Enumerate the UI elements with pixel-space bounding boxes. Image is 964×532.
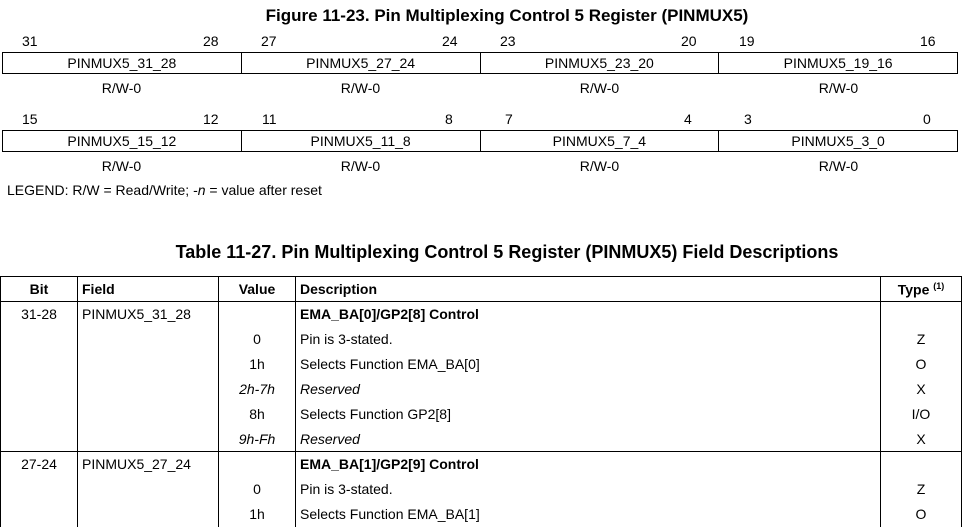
cell-type: Z (881, 477, 962, 502)
cell-description: Reserved (296, 427, 881, 452)
bit-label: 31 (22, 33, 38, 49)
table-header-row (1, 277, 962, 302)
cell-description: EMA_BA[0]/GP2[8] Control (296, 302, 881, 327)
cell-bit (1, 352, 78, 377)
legend-n: n (197, 182, 206, 198)
cell-value (219, 452, 296, 477)
cell-description: Selects Function EMA_BA[0] (296, 352, 881, 377)
register-field: PINMUX5_3_0 (791, 133, 885, 149)
cell-description: Selects Function EMA_BA[1] (296, 502, 881, 527)
cell-bit: 31-28 (1, 302, 78, 327)
register-field: PINMUX5_19_16 (783, 55, 893, 71)
cell-field (78, 402, 219, 427)
access-row-1 (2, 80, 958, 96)
register-field: PINMUX5_23_20 (481, 53, 720, 73)
table-row (1, 477, 962, 502)
bit-label: 27 (261, 33, 277, 49)
bit-numbers-row-1 (0, 33, 964, 49)
bit-label: 28 (203, 33, 219, 49)
cell-field (78, 377, 219, 402)
table-row (1, 427, 962, 452)
cell-bit: 27-24 (1, 452, 78, 477)
bit-label: 7 (505, 111, 513, 127)
header-field: Field (78, 277, 219, 302)
bit-label: 20 (681, 33, 697, 49)
cell-value: 1h (219, 352, 296, 377)
table-body (1, 302, 962, 527)
bit-label: 11 (262, 111, 277, 127)
cell-field (78, 477, 219, 502)
register-row-2 (2, 130, 958, 152)
header-description: Description (296, 277, 881, 302)
cell-description: EMA_BA[1]/GP2[9] Control (296, 452, 881, 477)
cell-type (881, 302, 962, 327)
cell-type: O (881, 352, 962, 377)
cell-value: 9h-Fh (219, 427, 296, 452)
cell-bit (1, 477, 78, 502)
access-label: R/W-0 (818, 80, 859, 96)
table-row (1, 402, 962, 427)
table-row (1, 327, 962, 352)
access-label: R/W-0 (101, 158, 142, 174)
access-label: R/W-0 (101, 80, 142, 96)
access-label: R/W-0 (340, 80, 381, 96)
cell-value (219, 302, 296, 327)
table-row (1, 452, 962, 477)
cell-bit (1, 377, 78, 402)
bit-numbers-row-2 (0, 111, 964, 127)
cell-type: I/O (881, 402, 962, 427)
bit-label: 19 (739, 33, 755, 49)
cell-type: X (881, 427, 962, 452)
cell-value: 0 (219, 327, 296, 352)
table-title: Table 11-27. Pin Multiplexing Control 5 Register (PINMUX5) Field Descriptions (175, 242, 839, 262)
legend (7, 182, 322, 198)
access-label: R/W-0 (818, 158, 859, 174)
cell-type: Z (881, 327, 962, 352)
cell-field (78, 502, 219, 527)
register-field: PINMUX5_27_24 (242, 53, 481, 73)
cell-bit (1, 402, 78, 427)
cell-value: 0 (219, 477, 296, 502)
access-label: R/W-0 (579, 80, 620, 96)
bit-label: 15 (22, 111, 38, 127)
register-field: PINMUX5_7_4 (481, 131, 720, 151)
register-field: PINMUX5_11_8 (242, 131, 481, 151)
table-row (1, 352, 962, 377)
cell-type: X (881, 377, 962, 402)
cell-field (78, 327, 219, 352)
legend-suffix: = value after reset (205, 182, 322, 198)
register-field: PINMUX5_31_28 (3, 53, 242, 73)
header-type (881, 277, 962, 302)
cell-description: Selects Function GP2[8] (296, 402, 881, 427)
bit-label: 0 (923, 111, 931, 127)
cell-bit (1, 502, 78, 527)
cell-description: Pin is 3-stated. (296, 327, 881, 352)
cell-value: 2h-7h (219, 377, 296, 402)
table-row (1, 502, 962, 527)
figure-title: Figure 11-23. Pin Multiplexing Control 5 Register (PINMUX5) (265, 6, 749, 25)
bit-label: 3 (744, 111, 752, 127)
access-row-2 (2, 158, 958, 174)
cell-type: O (881, 502, 962, 527)
cell-value: 1h (219, 502, 296, 527)
cell-description: Reserved (296, 377, 881, 402)
access-label: R/W-0 (340, 158, 381, 174)
cell-description: Pin is 3-stated. (296, 477, 881, 502)
table-row (1, 302, 962, 327)
bit-label: 16 (920, 33, 936, 49)
cell-type (881, 452, 962, 477)
bit-label: 23 (500, 33, 516, 49)
register-field: PINMUX5_15_12 (3, 131, 242, 151)
header-value: Value (219, 277, 296, 302)
header-bit: Bit (1, 277, 78, 302)
cell-bit (1, 427, 78, 452)
legend-prefix: LEGEND: R/W = Read/Write; - (7, 182, 198, 198)
cell-field (78, 352, 219, 377)
header-type-label: Type (897, 281, 930, 298)
access-label: R/W-0 (579, 158, 620, 174)
bit-label: 24 (442, 33, 458, 49)
field-descriptions-table (0, 276, 962, 527)
register-row-1 (2, 52, 958, 74)
table-row (1, 377, 962, 402)
cell-bit (1, 327, 78, 352)
cell-field: PINMUX5_31_28 (78, 302, 219, 327)
footnote-marker: (1) (933, 280, 945, 291)
bit-label: 8 (445, 111, 453, 127)
cell-field (78, 427, 219, 452)
cell-field: PINMUX5_27_24 (78, 452, 219, 477)
bit-label: 12 (203, 111, 219, 127)
bit-label: 4 (684, 111, 692, 127)
cell-value: 8h (219, 402, 296, 427)
